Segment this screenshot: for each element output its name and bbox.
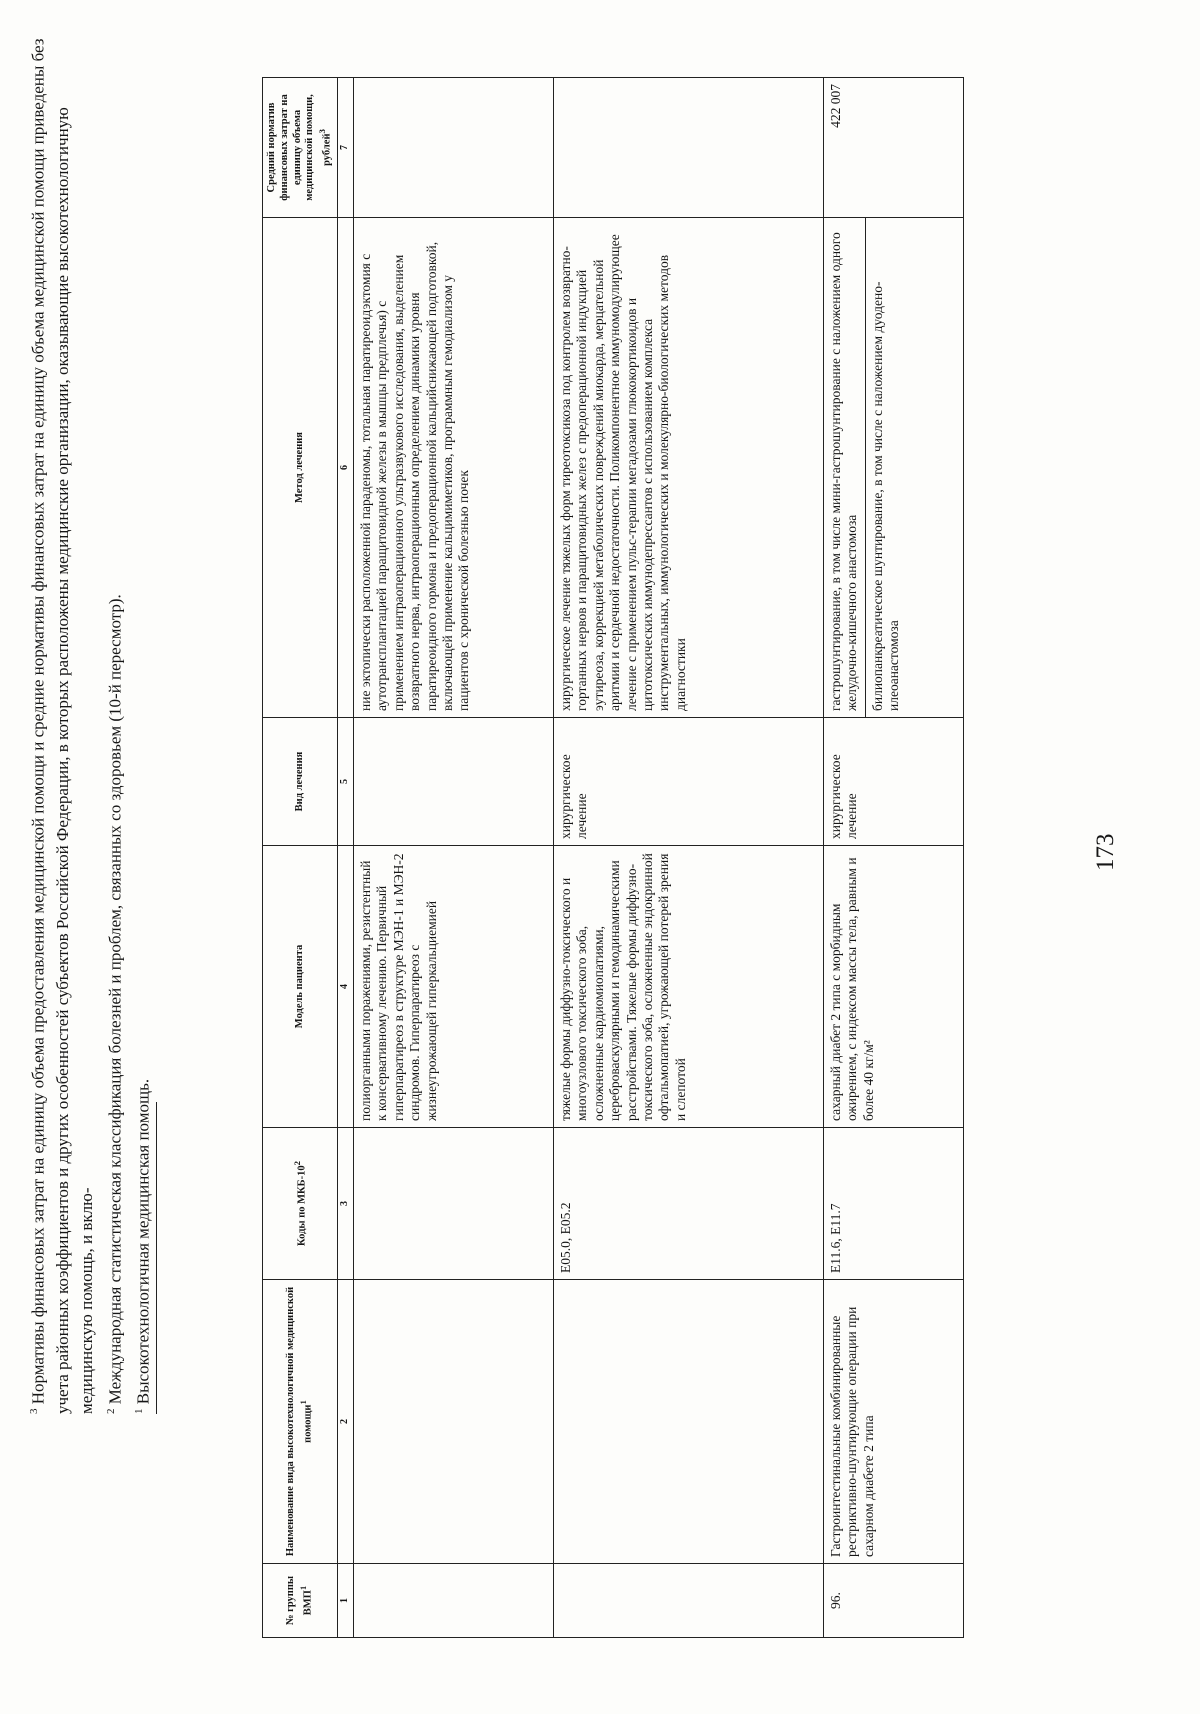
table-row — [553, 78, 823, 1638]
header-row — [263, 78, 338, 1638]
cell-codes: E05.0, E05.2 — [553, 1128, 823, 1280]
page-number: 173 — [1092, 833, 1119, 871]
header-name: Наименование вида высокотехнологичной медицинской помощи$^1$ — [263, 1280, 338, 1564]
cell-model: тяжелые формы диффузно-токсического и многоузлового токсического зоба, осложненные кардиомиопатиями, цереброваскулярными и гемодинамическими расстройствами. Тяжелые формы диффузно-токсического зоба, осложненные эндокринной офтальмопатией, угрожающей потерей зрения и слепотой — [553, 846, 823, 1128]
column-number-row — [338, 78, 353, 1638]
method-text: гастрошунтирование, в том числе мини-гастрошунтирование с наложением одного желудочно-кишечного анастомоза — [827, 232, 860, 711]
cell-treatment: хирургическое лечение — [553, 718, 823, 846]
footnote: $^2$ Международная статистическая классификация болезней и проблем, связанных со здоровьем (10-й пересмотр). — [104, 594, 125, 1414]
footnotes — [22, 34, 165, 1414]
column-number: 3 — [338, 1128, 353, 1280]
cell-group — [353, 1564, 553, 1638]
method-text-secondary: билиопанкреатическое шунтирование, в том числе с наложением дуодено-илеоанастомоза — [865, 218, 903, 717]
cell-treatment: хирургическое лечение — [823, 718, 963, 846]
cell-codes: E11.6, E11.7 — [823, 1128, 963, 1280]
footnote: $^3$ Нормативы финансовых затрат на единицу объема предоставления медицинской помощи и средние нормативы финансовых затрат на единицу объема медицинской помощи приведены без учета районных коэффициентов и других особенностей субъектов Российской Федерации, в которых расположены медицинские организации, оказывающие высокотехнологичную медицинскую помощь, и вклю- — [28, 38, 96, 1414]
cell-cost: 422 007 — [823, 78, 963, 218]
header-codes: Коды по МКБ-$10^2$ — [263, 1128, 338, 1280]
cell-group: 96. — [823, 1564, 963, 1638]
column-number: 1 — [338, 1564, 353, 1638]
column-number: 7 — [338, 78, 353, 218]
cell-treatment — [353, 718, 553, 846]
cell-codes — [353, 1128, 553, 1280]
cell-method — [823, 218, 963, 718]
cell-name: Гастроинтестинальные комбинированные рестриктивно-шунтирующие операции при сахарном диабете 2 типа — [823, 1280, 963, 1564]
cell-method: хирургическое лечение тяжелых форм тиреотоксикоза под контролем возвратно-гортанных нервов и паращитовидных желез с предоперационной индукцией эутиреоза, коррекцией метаболических повреждений миокарда, мерцательной аритмии и сердечной недостаточности. Поликомпонентное иммуномодулирующее лечение с применением пульс-терапии мегадозами глюкокортикоидов и цитотоксических иммунодепрессантов с использованием комплекса инструментальных, иммунологических и молекулярно-биологических методов диагностики — [553, 218, 823, 718]
cell-group — [553, 1564, 823, 1638]
header-group: № группы ВМП$^1$ — [263, 1564, 338, 1638]
column-number: 4 — [338, 846, 353, 1128]
footnote-rule — [156, 1102, 157, 1414]
header-cost: Средний норматив финансовых затрат на единицу объема медицинской помощи, рублей$^3$ — [263, 78, 338, 218]
vmp-table — [262, 77, 964, 1638]
cell-name — [353, 1280, 553, 1564]
cell-cost — [553, 78, 823, 218]
cell-name — [553, 1280, 823, 1564]
cell-cost — [353, 78, 553, 218]
column-number: 6 — [338, 218, 353, 718]
cell-method: ние эктопически расположенной параденомы, тотальная паратиреоидэктомия с аутотрансплантацией паращитовидной железы в мышцы предплечья) с применением интраоперационного ультразвукового исследования, выделением возвратного нерва, интраоперационным определением динамики уровня паратиреоидного гормона и предоперационной кальцийснижающей подготовкой, включающей применение кальцимиметиков, программным гемодиализом у пациентов с хронической болезнью почек — [353, 218, 553, 718]
table-row — [353, 78, 553, 1638]
cell-model: сахарный диабет 2 типа с морбидным ожирением, с индексом массы тела, равным и более 40 кг/м² — [823, 846, 963, 1128]
cell-model: полиорганными поражениями, резистентный к консервативному лечению. Первичный гиперпаратиреоз в структуре МЭН-1 и МЭН-2 синдромов. Гиперпаратиреоз с жизнеугрожающей гиперкальциемией — [353, 846, 553, 1128]
footnote: $^1$ Высокотехнологичная медицинская помощь. — [133, 1078, 153, 1414]
header-model: Модель пациента — [263, 846, 338, 1128]
column-number: 2 — [338, 1280, 353, 1564]
header-treatment: Вид лечения — [263, 718, 338, 846]
header-method: Метод лечения — [263, 218, 338, 718]
column-number: 5 — [338, 718, 353, 846]
table-row — [823, 78, 963, 1638]
